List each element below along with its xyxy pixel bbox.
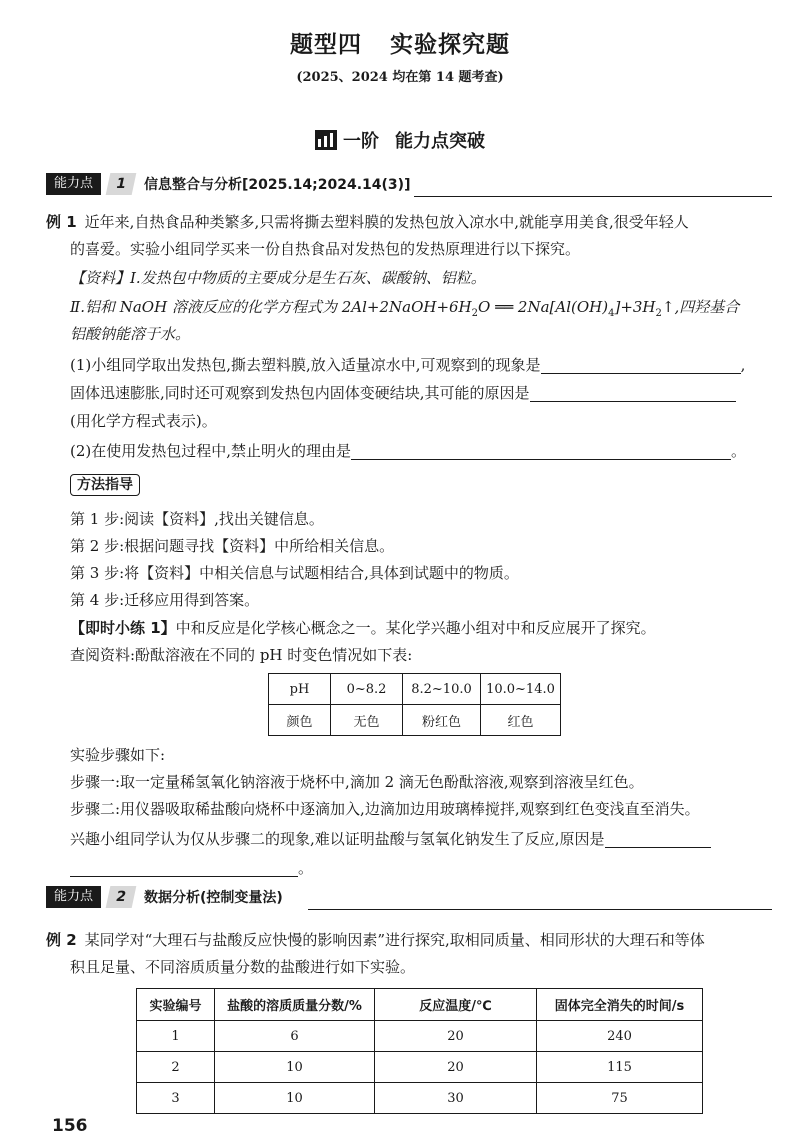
divider (308, 909, 772, 911)
table-cell: 75 (537, 1083, 703, 1114)
page-number: 156 (52, 1116, 88, 1132)
ph-color-table (268, 673, 561, 736)
answer-blank[interactable] (605, 832, 711, 848)
table-cell: 30 (375, 1083, 537, 1114)
page-subtitle: (2025、2024 均在第 14 题考查) (296, 70, 504, 85)
answer-blank[interactable] (351, 444, 731, 460)
table-cell: 20 (375, 1021, 537, 1052)
experiment-table (136, 988, 703, 1114)
question-1b: 固体迅速膨胀,同时还可观察到发热包内固体变硬结块,其可能的原因是 (70, 383, 736, 403)
answer-blank[interactable] (530, 386, 736, 402)
table-cell: 115 (537, 1052, 703, 1083)
capability-badge: 能力点 (46, 886, 101, 908)
example-label: 例 2 (46, 931, 77, 949)
capability-badge: 能力点 (46, 173, 101, 195)
question-1c: (用化学方程式表示)。 (70, 412, 217, 430)
table-cell: 无色 (331, 705, 403, 736)
table-row (137, 1052, 703, 1083)
table-cell: 10 (215, 1052, 375, 1083)
steps-title: 实验步骤如下: (70, 746, 166, 764)
level-part2: 能力点突破 (395, 131, 485, 152)
practice-question: 兴趣小组同学认为仅从步骤二的现象,难以证明盐酸与氢氧化钠发生了反应,原因是 (70, 829, 711, 849)
table-header: 实验编号 (137, 989, 215, 1021)
level-heading (0, 127, 800, 153)
answer-blank[interactable] (541, 358, 741, 374)
example1-line1: 例 1 近年来,自热食品种类繁多,只需将撕去塑料膜的发热包放入凉水中,就能享用美食,很受年轻人 (46, 213, 689, 231)
table-cell: 2 (137, 1052, 215, 1083)
practice-line2: 查阅资料:酚酞溶液在不同的 pH 时变色情况如下表: (70, 646, 413, 664)
example-label: 例 1 (46, 213, 77, 231)
capability-header-1 (46, 173, 772, 195)
capability-title: 信息整合与分析[2025.14;2024.14(3)] (144, 177, 411, 193)
method-step-2: 第 2 步:根据问题寻找【资料】中所给相关信息。 (70, 537, 395, 555)
table-header: 盐酸的溶质质量分数/% (215, 989, 375, 1021)
bar-chart-icon (315, 130, 337, 150)
table-cell: 粉红色 (403, 705, 481, 736)
table-cell: 10.0~14.0 (481, 674, 561, 705)
answer-blank[interactable] (70, 861, 298, 877)
practice-step-2: 步骤二:用仪器吸取稀盐酸向烧杯中逐滴加入,边滴加边用玻璃棒搅拌,观察到红色变浅直至消失。 (70, 800, 700, 818)
method-step-4: 第 4 步:迁移应用得到答案。 (70, 591, 260, 609)
table-cell: 6 (215, 1021, 375, 1052)
capability-number: 2 (106, 886, 137, 908)
divider (414, 196, 772, 198)
capability-number: 1 (106, 173, 137, 195)
table-cell: 红色 (481, 705, 561, 736)
table-cell: 8.2~10.0 (403, 674, 481, 705)
table-cell: 240 (537, 1021, 703, 1052)
table-cell: 10 (215, 1083, 375, 1114)
table-row (269, 674, 561, 705)
table-cell: 颜色 (269, 705, 331, 736)
table-cell: 0~8.2 (331, 674, 403, 705)
info-1: 【资料】Ⅰ.发热包中物质的主要成分是生石灰、碳酸钠、铝粒。 (70, 269, 486, 287)
table-cell: 20 (375, 1052, 537, 1083)
question-1a: (1)小组同学取出发热包,撕去塑料膜,放入适量凉水中,可观察到的现象是 , (70, 356, 746, 374)
capability-header-2 (46, 886, 772, 908)
table-header-row (137, 989, 703, 1021)
table-cell: 3 (137, 1083, 215, 1114)
table-row (137, 1083, 703, 1114)
example2-line2: 积且足量、不同溶质质量分数的盐酸进行如下实验。 (70, 958, 416, 976)
level-part1: 一阶 (343, 131, 379, 152)
table-cell: 1 (137, 1021, 215, 1052)
table-row (137, 1021, 703, 1052)
capability-title: 数据分析(控制变量法) (144, 890, 283, 906)
page-title (0, 26, 800, 59)
table-header: 固体完全消失的时间/s (537, 989, 703, 1021)
table-header: 反应温度/℃ (375, 989, 537, 1021)
practice-question-cont: 。 (70, 858, 313, 878)
title-part2: 实验探究题 (390, 32, 510, 58)
method-step-3: 第 3 步:将【资料】中相关信息与试题相结合,具体到试题中的物质。 (70, 564, 519, 582)
question-2: (2)在使用发热包过程中,禁止明火的理由是 。 (70, 442, 747, 460)
method-step-1: 第 1 步:阅读【资料】,找出关键信息。 (70, 510, 324, 528)
table-cell: pH (269, 674, 331, 705)
method-guide-label: 方法指导 (70, 474, 140, 496)
table-row (269, 705, 561, 736)
practice-line1: 【即时小练 1】中和反应是化学核心概念之一。某化学兴趣小组对中和反应展开了探究。 (70, 619, 656, 637)
title-part1: 题型四 (290, 32, 362, 58)
practice-step-1: 步骤一:取一定量稀氢氧化钠溶液于烧杯中,滴加 2 滴无色酚酞溶液,观察到溶液呈红色。 (70, 773, 644, 791)
example2-line1: 例 2 某同学对“大理石与盐酸反应快慢的影响因素”进行探究,取相同质量、相同形状的大理石和等体 (46, 931, 705, 949)
info-3: 铝酸钠能溶于水。 (70, 325, 191, 343)
example1-line2: 的喜爱。实验小组同学买来一份自热食品对发热包的发热原理进行以下探究。 (70, 240, 581, 258)
info-2: Ⅱ.铝和 NaOH 溶液反应的化学方程式为 $2Al+2NaOH+6H_2O$ ══ $2Na[Al(OH)_4]+3H_2↑$,四羟基合 (70, 298, 740, 319)
